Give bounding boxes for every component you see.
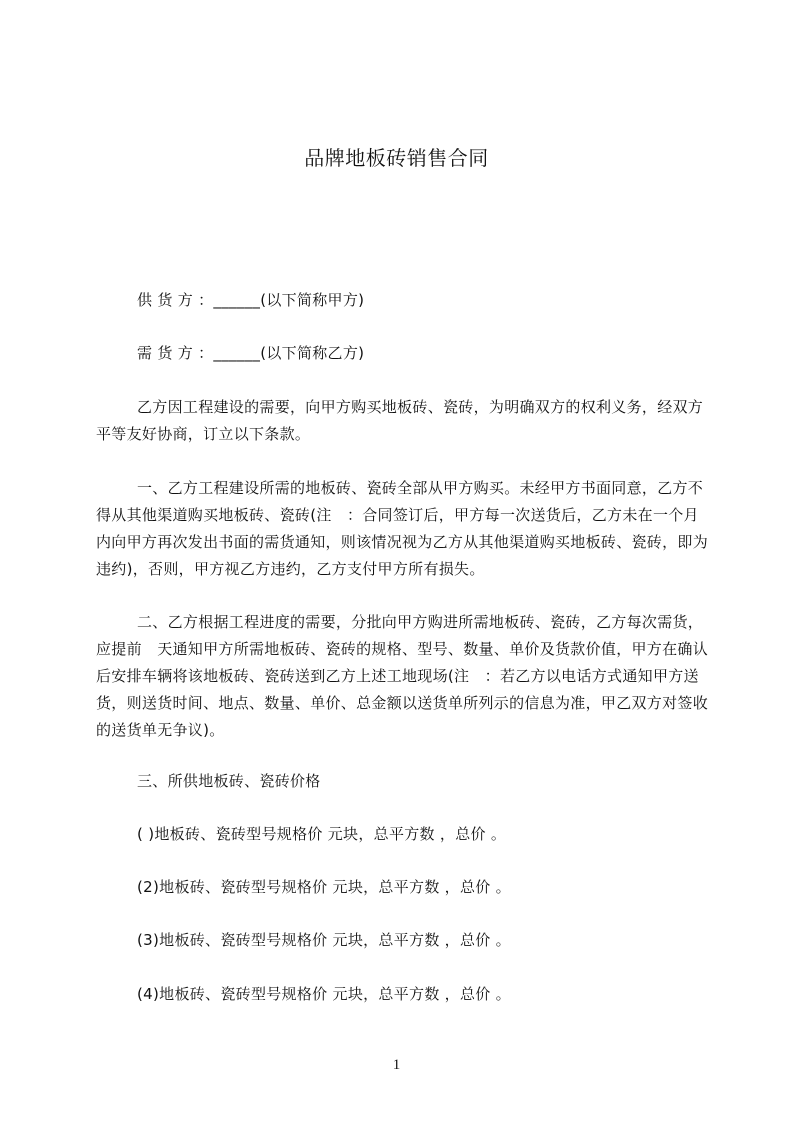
price-item-3: (3)地板砖、瓷砖型号规格价 元块，总平方数 ，总价 。 (137, 931, 511, 949)
intro-paragraph: 乙方因工程建设的需要，向甲方购买地板砖、瓷砖，为明确双方的权利义务，经双方平等友好协商，订立以下条款。 (96, 398, 704, 443)
supplier-line: 供 货 方 ：______(以下简称甲方) (137, 291, 365, 309)
clause-3-heading: 三、所供地板砖、瓷砖价格 (137, 772, 321, 790)
page-number: 1 (392, 1057, 401, 1073)
buyer-line: 需 货 方 ：______(以下简称乙方) (137, 344, 365, 362)
price-item-2: (2)地板砖、瓷砖型号规格价 元块，总平方数 ，总价 。 (137, 878, 511, 896)
clause-1: 一、乙方工程建设所需的地板砖、瓷砖全部从甲方购买。未经甲方书面同意，乙方不得从其他渠道购买地板砖、瓷砖(注 ：合同签订后，甲方每一次送货后，乙方未在一个月内向甲方再次发出书面的需货通知，则该情况视为乙方从其他渠道购买地板砖、瓷砖，即为违约)，否则，甲方视乙方违约，乙方支付甲方所有损失。 (96, 479, 709, 578)
price-item-4: (4)地板砖、瓷砖型号规格价 元块，总平方数 ，总价 。 (137, 985, 511, 1003)
clause-2: 二、乙方根据工程进度的需要，分批向甲方购进所需地板砖、瓷砖，乙方每次需货，应提前 天通知甲方所需地板砖、瓷砖的规格、型号、数量、单价及货款价值，甲方在确认后安排车辆将该地板砖、瓷砖送到乙方上述工地现场(注 ：若乙方以电话方式通知甲方送货，则送货时间、地点、数量、单价、总金额以送货单所列示的信息为准，甲乙双方对签收的送货单无争议)。 (96, 613, 709, 739)
price-item-1: ( )地板砖、瓷砖型号规格价 元块，总平方数 ，总价 。 (137, 825, 507, 843)
document-title: 品牌地板砖销售合同 (304, 146, 489, 170)
